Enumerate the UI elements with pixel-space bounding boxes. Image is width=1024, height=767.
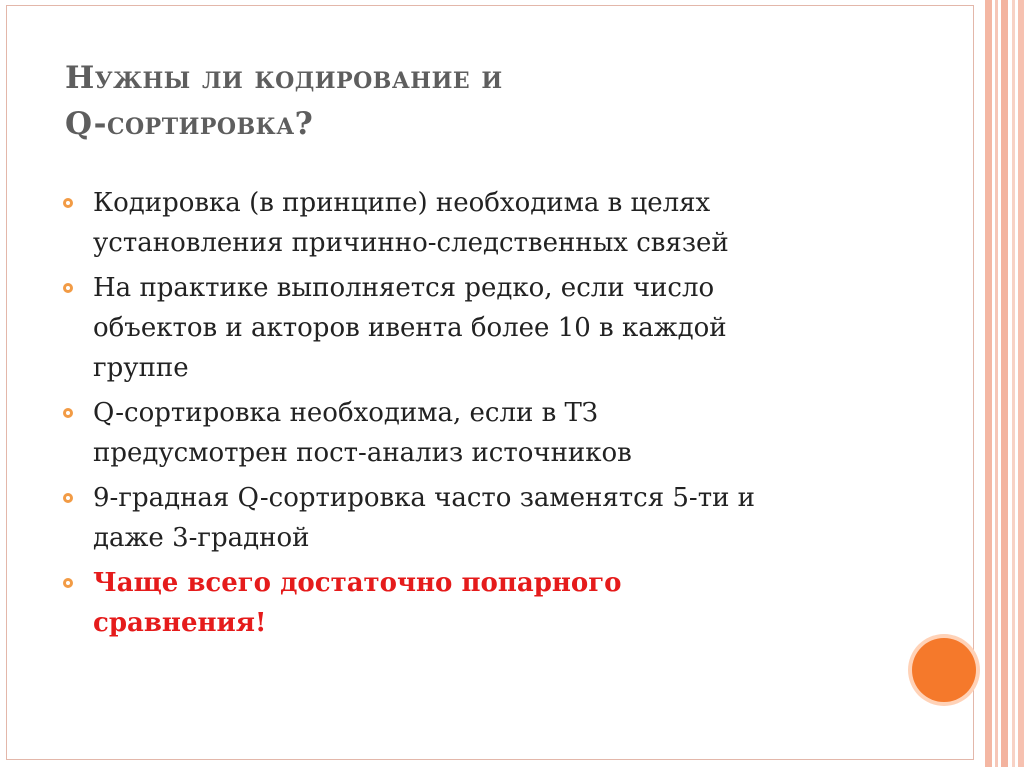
- orange-ring-bullet-icon: [63, 198, 73, 208]
- bullet-item-coding-purpose: [63, 183, 913, 263]
- bullet-list: [63, 183, 913, 648]
- orange-ring-bullet-icon: [63, 408, 73, 418]
- bullet-text-line: Чаще всего достаточно попарного: [93, 568, 622, 598]
- orange-circle-decoration: [912, 638, 976, 702]
- slide-title-line-1: Нужны ли кодирование и: [65, 60, 503, 96]
- bullet-item-pairwise-comparison: [63, 563, 913, 643]
- bullet-text-line: Кодировка (в принципе) необходима в целях: [93, 188, 711, 218]
- right-decorative-stripe-2: [995, 0, 998, 767]
- bullet-item-q-sort-needed: [63, 393, 913, 473]
- bullet-text-line: На практике выполняется редко, если число: [93, 273, 715, 303]
- right-decorative-stripe-4: [1012, 0, 1015, 767]
- orange-ring-bullet-icon: [63, 493, 73, 503]
- right-decorative-stripe-1: [985, 0, 992, 767]
- bullet-text-line: 9-градная Q-сортировка часто заменятся 5-ти и: [93, 483, 755, 513]
- bullet-text-line: Q-сортировка необходима, если в ТЗ: [93, 398, 599, 428]
- right-decorative-stripe-3: [1001, 0, 1008, 767]
- bullet-text-line: даже 3-градной: [93, 523, 310, 553]
- bullet-text-line: предусмотрен пост-анализ источников: [93, 438, 632, 468]
- bullet-text-line: установления причинно-следственных связей: [93, 228, 729, 258]
- bullet-item-practice: [63, 268, 913, 388]
- slide-title: [65, 55, 945, 147]
- slide-title-line-2: Q-сортировка?: [65, 106, 314, 142]
- orange-ring-bullet-icon: [63, 578, 73, 588]
- bullet-item-scale-reduction: [63, 478, 913, 558]
- bullet-text-line: объектов и акторов ивента более 10 в каждой: [93, 313, 727, 343]
- right-decorative-stripe-5: [1018, 0, 1024, 767]
- bullet-text-line: группе: [93, 353, 189, 383]
- orange-ring-bullet-icon: [63, 283, 73, 293]
- bullet-text-line: сравнения!: [93, 608, 267, 638]
